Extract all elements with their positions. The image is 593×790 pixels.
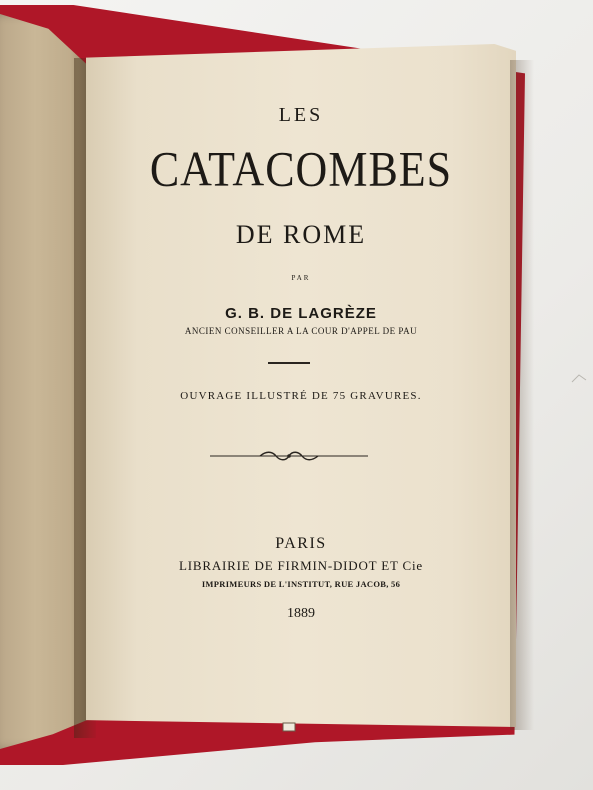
title-article: LES	[278, 104, 324, 126]
author-name: G. B. DE LAGRÈZE	[225, 305, 377, 322]
book-title: CATACOMBES	[149, 142, 453, 197]
illustrations-note: OUVRAGE ILLUSTRÉ DE 75 GRAVURES.	[180, 390, 422, 402]
bookmark-tab-icon	[282, 722, 296, 732]
book-subtitle: DE ROME	[235, 220, 367, 249]
publication-city: PARIS	[275, 535, 327, 552]
surface-mark	[570, 372, 588, 384]
ornament-divider	[210, 450, 368, 462]
printer-address: IMPRIMEURS DE L'INSTITUT, RUE JACOB, 56	[201, 579, 401, 589]
publisher-name: LIBRAIRIE DE FIRMIN-DIDOT ET Cie	[179, 558, 423, 573]
publication-year: 1889	[287, 606, 315, 621]
by-label: PAR	[291, 274, 311, 282]
author-title: ANCIEN CONSEILLER A LA COUR D'APPEL DE PAU	[184, 326, 418, 336]
divider-rule	[268, 362, 310, 364]
